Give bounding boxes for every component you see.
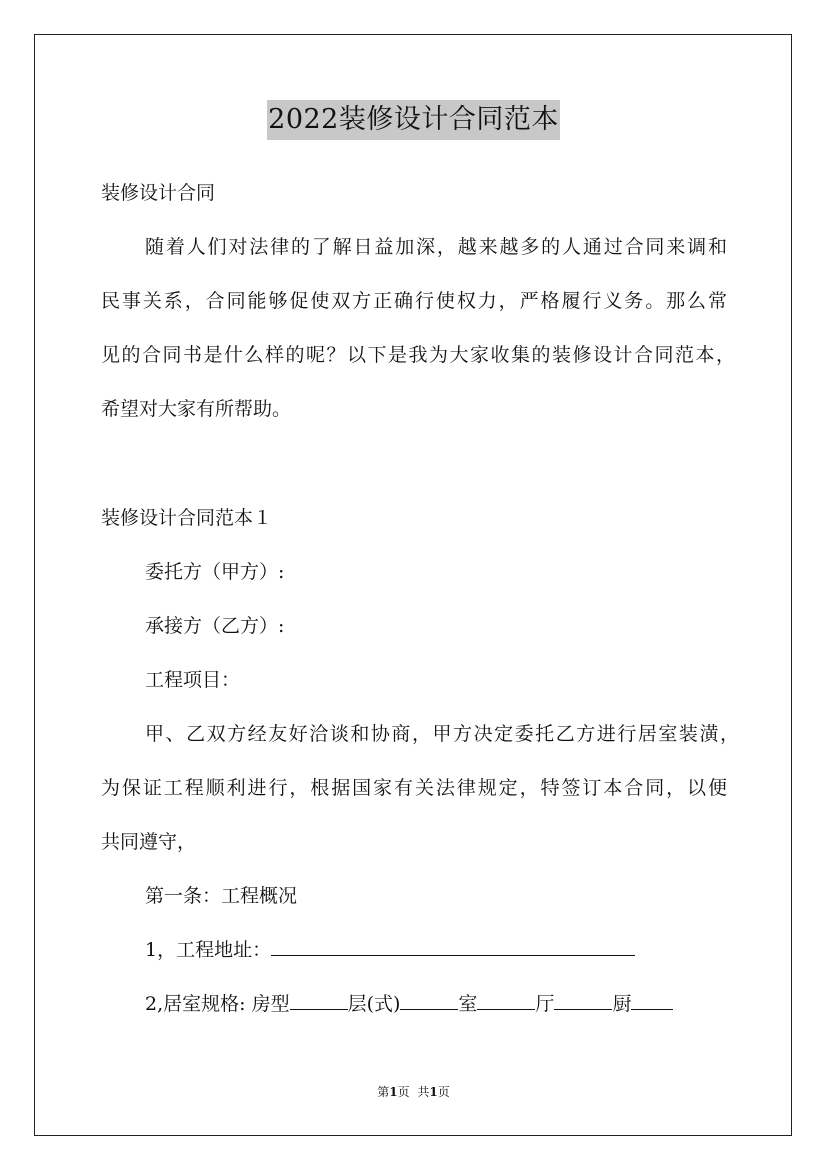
body-line-2: 为保证工程顺利进行，根据国家有关法律规定，特签订本合同，以便 xyxy=(101,777,727,799)
floor-blank xyxy=(400,991,458,1010)
party-a-label: 委托方（甲方）: xyxy=(145,561,285,583)
room-blank xyxy=(477,991,535,1010)
footer-page-number: 1 xyxy=(389,1085,398,1099)
body-line-3: 共同遵守， xyxy=(101,831,197,853)
document-title: 2022装修设计合同范本 xyxy=(267,100,560,140)
item-2-label: 2,居室规格: 房型 xyxy=(145,993,290,1015)
room-label: 室 xyxy=(458,993,478,1015)
intro-line-4: 希望对大家有所帮助。 xyxy=(101,398,292,420)
floor-label: 层(式) xyxy=(347,993,401,1015)
party-b-label: 承接方（乙方）: xyxy=(145,615,285,637)
footer-total-number: 1 xyxy=(429,1085,438,1099)
project-label: 工程项目： xyxy=(145,669,241,691)
house-type-blank xyxy=(290,991,348,1010)
intro-line-1: 随着人们对法律的了解日益加深，越来越多的人通过合同来调和 xyxy=(145,236,727,258)
intro-line-2: 民事关系，合同能够促使双方正确行使权力，严格履行义务。那么常 xyxy=(101,290,727,312)
page-footer xyxy=(0,1084,827,1100)
item-1-address xyxy=(145,937,635,963)
body-line-1: 甲、乙双方经友好洽谈和协商，甲方决定委托乙方进行居室装潢， xyxy=(145,723,739,745)
title-container xyxy=(0,100,827,140)
item-1-label: 1，工程地址： xyxy=(145,939,272,961)
footer-total-suffix: 页 xyxy=(437,1085,450,1099)
hall-blank xyxy=(554,991,612,1010)
footer-page-prefix: 第 xyxy=(377,1085,390,1099)
kitchen-blank xyxy=(631,991,673,1010)
kitchen-label: 厨 xyxy=(612,993,632,1015)
footer-total-prefix: 共 xyxy=(417,1085,430,1099)
hall-label: 厅 xyxy=(535,993,555,1015)
intro-line-3: 见的合同书是什么样的呢？以下是我为大家收集的装修设计合同范本， xyxy=(101,344,735,366)
article-1-heading: 第一条：工程概况 xyxy=(145,885,298,907)
item-2-room-spec xyxy=(145,991,673,1017)
address-blank xyxy=(271,937,635,956)
section-heading: 装修设计合同 xyxy=(101,182,216,204)
contract-heading: 装修设计合同范本１ xyxy=(101,507,273,529)
footer-page-suffix: 页 xyxy=(397,1085,410,1099)
